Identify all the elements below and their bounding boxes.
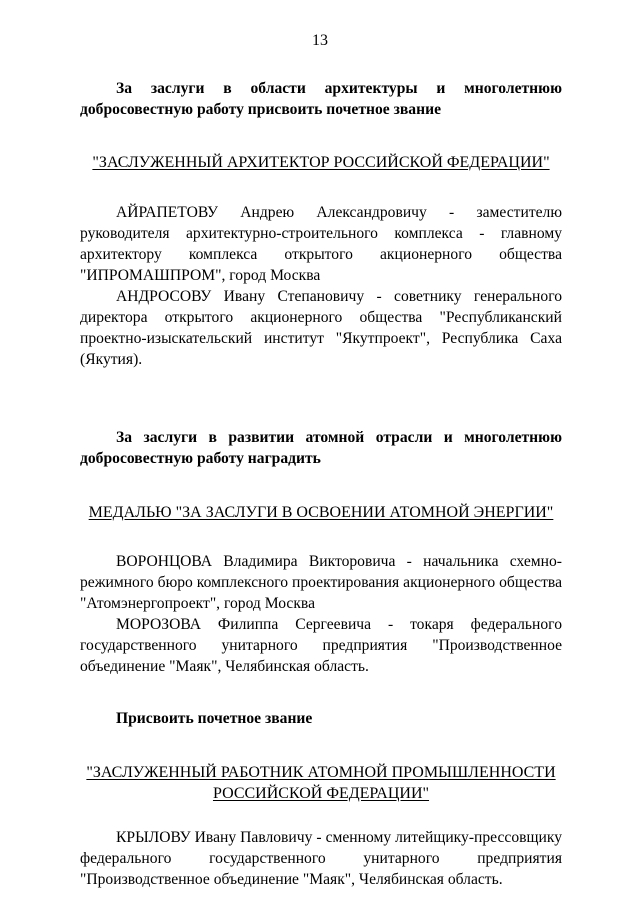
page-number: 13 — [312, 32, 328, 49]
honorary-title-atomic-worker-line1: "ЗАСЛУЖЕННЫЙ РАБОТНИК АТОМНОЙ ПРОМЫШЛЕННОСТИ — [86, 764, 556, 781]
section-intro-honorary: Присвоить почетное звание — [116, 710, 313, 727]
awardee-entry: КРЫЛОВУ Ивану Павловичу - сменному литейщику-прессовщику федерального государственного унитарного предприятия "Производственное объединение "Маяк", Челябинская область. — [80, 829, 562, 888]
awardee-entry: АЙРАПЕТОВУ Андрею Александровичу - заместителю руководителя архитектурно-строительного комплекса - главному архитектору комплекса открытого акционерного общества "ИПРОМАШПРОМ", город Москва — [80, 204, 562, 284]
awardee-entry: АНДРОСОВУ Ивану Степановичу - советнику генерального директора открытого акционерного общества "Республиканский проектно-изыскательский институт "Якутпроект", Республика Саха (Якутия). — [80, 288, 562, 368]
honorary-title-atomic-worker-line2: РОССИЙСКОЙ ФЕДЕРАЦИИ" — [212, 785, 430, 802]
document-body — [80, 78, 562, 890]
section-intro-architecture: За заслуги в области архитектуры и многолетнюю добросовестную работу присвоить почетное звание — [80, 80, 562, 118]
awardee-entry: МОРОЗОВА Филиппа Сергеевича - токаря федерального государственного унитарного предприятия "Производственное объединение "Маяк", Челябинская область. — [80, 616, 562, 675]
medal-title-atomic-energy: МЕДАЛЬЮ "ЗА ЗАСЛУГИ В ОСВОЕНИИ АТОМНОЙ ЭНЕРГИИ" — [88, 504, 554, 521]
awardee-entry: ВОРОНЦОВА Владимира Викторовича - начальника схемно-режимного бюро комплексного проектирования акционерного общества "Атомэнергопроект", город Москва — [80, 553, 562, 612]
honorary-title-architect: "ЗАСЛУЖЕННЫЙ АРХИТЕКТОР РОССИЙСКОЙ ФЕДЕРАЦИИ" — [92, 154, 550, 171]
section-intro-atomic: За заслуги в развитии атомной отрасли и многолетнюю добросовестную работу наградить — [80, 429, 562, 467]
